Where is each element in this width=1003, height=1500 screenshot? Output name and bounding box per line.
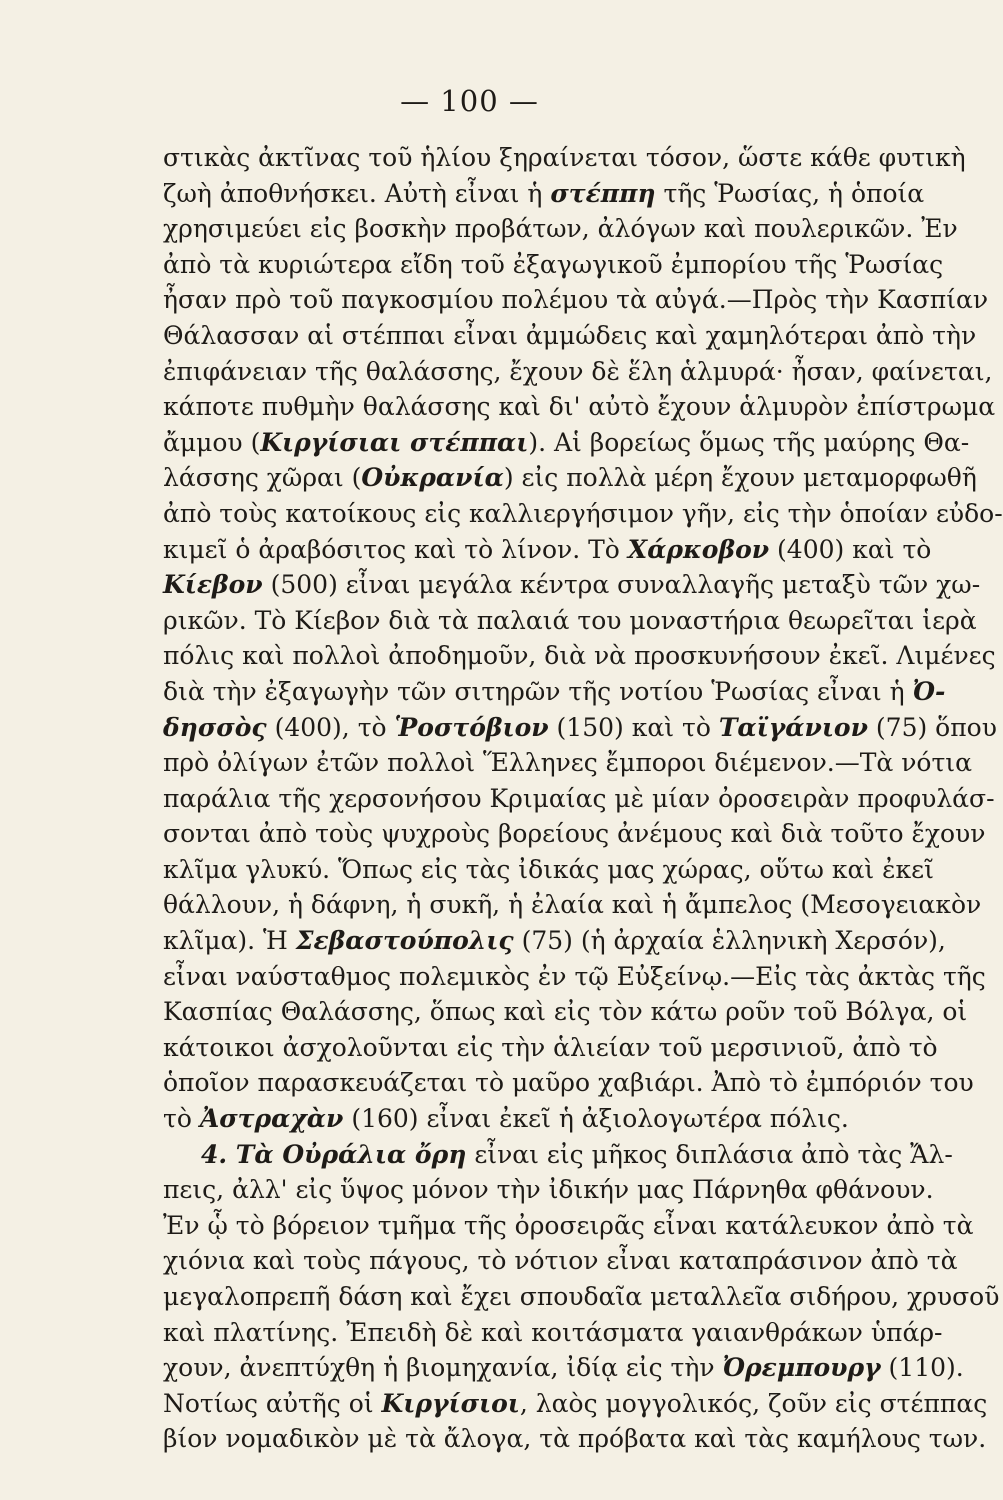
text-line [163,318,977,354]
text-segment: εἶναι ναύσταθμος πολεμικὸς ἐν τῷ Εὐξείνῳ.—Εἰς τὰς ἀκτὰς τῆς [163,961,986,991]
text-segment: ὁποῖον παρασκευάζεται τὸ μαῦρο χαβιάρι. Ἀπὸ τὸ ἐμπόριόν του [163,1068,974,1098]
text-segment: χιόνια καὶ τοὺς πάγους, τὸ νότιον εἶναι καταπράσινον ἀπὸ τὰ [163,1246,958,1276]
text-segment: εἶναι εἰς μῆκος διπλάσια ἀπὸ τὰς Ἄλ- [466,1139,953,1169]
emphasized-term: Ἀστραχὰν [199,1104,344,1134]
text-line [163,354,993,390]
text-segment: ἀπὸ τὰ κυριώτερα εἴδη τοῦ ἐξαγωγικοῦ ἐμπορίου τῆς Ῥωσίας [163,249,944,279]
page-number: — 100 — [400,84,539,118]
text-segment: τῆς Ῥωσίας, ἡ ὁποία [655,178,925,208]
emphasized-term: Ὀ- [912,676,946,706]
text-line [163,1172,934,1208]
text-line [163,1137,953,1173]
text-segment: ἐπιφάνειαν τῆς θαλάσσης, ἔχουν δὲ ἕλη ἁλμυρά· ἦσαν, φαίνεται, [163,356,993,386]
text-segment: κιμεῖ ὁ ἀραβόσιτος καὶ τὸ λίνον. Τὸ [163,534,628,564]
text-line [163,1315,943,1351]
text-line [163,1279,1000,1315]
text-segment: ) εἰς πολλὰ μέρη ἔχουν μεταμορφωθῆ [503,463,977,493]
text-segment: (400) καὶ τὸ [769,534,932,564]
text-segment: (75) ὅπου [867,712,997,742]
text-line [163,674,946,710]
emphasized-term: Κίεβον [163,570,263,600]
text-segment: στικὰς ἀκτῖνας τοῦ ἡλίου ξηραίνεται τόσον, ὥστε κάθε φυτικὴ [163,143,966,172]
text-line [163,994,968,1030]
emphasized-term: Σεβαστούπολις [295,926,514,956]
text-segment: θάλλουν, ἡ δάφνη, ἡ συκῆ, ἡ ἐλαία καὶ ἡ ἄμπελος (Μεσογειακὸν [163,890,982,920]
text-line [163,816,986,852]
text-line [163,282,989,318]
text-segment: χουν, ἀνεπτύχθη ἡ βιομηχανία, ἰδίᾳ εἰς τὴν [163,1353,723,1383]
emphasized-term: Ῥοστόβιον [394,712,549,742]
text-line [163,710,997,746]
emphasized-term: δησσὸς [163,712,267,742]
text-segment: λάσσης χῶραι ( [163,463,362,493]
emphasized-term: Ταϊγάνιον [718,712,868,742]
text-segment: χρησιμεύει εἰς βοσκὴν προβάτων, ἀλόγων καὶ πουλερικῶν. Ἐν [163,214,958,244]
text-segment: (75) (ἡ ἀρχαία ἑλληνικὴ Χερσόν), [513,926,946,956]
text-segment: βίον νομαδικὸν μὲ τὰ ἄλογα, τὰ πρόβατα καὶ τὰς καμήλους των. [163,1424,987,1454]
text-line [163,567,981,603]
text-line [163,532,932,568]
text-line [163,603,977,639]
text-segment: Ἐν ᾧ τὸ βόρειον τμῆμα τῆς ὀροσειρᾶς εἶναι κατάλευκον ἀπὸ τὰ [163,1210,974,1240]
text-segment: πρὸ ὀλίγων ἐτῶν πολλοὶ Ἕλληνες ἔμποροι διέμενον.—Τὰ νότια [163,748,972,778]
text-line [163,638,996,674]
text-segment: Θάλασσαν αἱ στέππαι εἶναι ἀμμώδεις καὶ χαμηλότεραι ἀπὸ τὴν [163,320,977,350]
text-segment: (150) καὶ τὸ [548,712,719,742]
text-segment: , λαὸς μογγολικός, ζοῦν εἰς στέππας [519,1388,988,1418]
text-line [163,745,972,781]
text-line [163,1350,964,1386]
text-segment: ἄμμου ( [163,427,261,457]
text-segment: καὶ πλατίνης. Ἐπειδὴ δὲ καὶ κοιτάσματα γαιανθράκων ὑπάρ- [163,1317,943,1347]
text-line [163,852,934,888]
text-segment: (400), τὸ [266,712,395,742]
text-segment: μεγαλοπρεπῆ δάση καὶ ἔχει σπουδαῖα μεταλλεῖα σιδήρου, χρυσοῦ [163,1282,1000,1311]
text-line [163,211,958,247]
text-line [163,1421,987,1457]
emphasized-term: 4. Τὰ Οὐράλια ὄρη [201,1139,467,1169]
text-segment: πεις, ἀλλ' εἰς ὕψος μόνον τὴν ἰδικήν μας Πάρνηθα φθάνουν. [163,1175,934,1205]
text-line [163,781,995,817]
text-segment: ἀπὸ τοὺς κατοίκους εἰς καλλιεργήσιμον γῆν, εἰς τὴν ὁποίαν εὐδο- [163,498,1003,528]
text-line [163,389,996,425]
text-segment: κάτοικοι ἀσχολοῦνται εἰς τὴν ἁλιείαν τοῦ μερσινιοῦ, ἀπὸ τὸ [163,1032,938,1062]
text-segment: ζωὴ ἀποθνήσκει. Αὐτὴ εἶναι ἡ [163,178,551,208]
text-segment: τὸ [163,1104,200,1134]
text-line [163,1208,974,1244]
emphasized-term: Κιργίσιοι [381,1388,520,1418]
text-segment: ). Αἱ βορείως ὅμως τῆς μαύρης Θα- [528,427,970,457]
text-segment: κλῖμα). Ἡ [163,926,296,956]
text-segment: κλῖμα γλυκύ. Ὅπως εἰς τὰς ἰδικάς μας χώρας, οὕτω καὶ ἐκεῖ [163,854,934,884]
text-line [163,496,1003,532]
text-segment: διὰ τὴν ἐξαγωγὴν τῶν σιτηρῶν τῆς νοτίου Ῥωσίας εἶναι ἡ [163,676,913,706]
text-line [163,959,986,995]
emphasized-term: Κιργίσιαι στέππαι [260,427,529,457]
text-line [163,176,923,212]
text-line [163,1101,923,1137]
text-segment: ρικῶν. Τὸ Κίεβον διὰ τὰ παλαιά του μοναστήρια θεωρεῖται ἱερὰ [163,605,977,635]
text-segment: σονται ἀπὸ τοὺς ψυχροὺς βορείους ἀνέμους καὶ διὰ τοῦτο ἔχουν [163,819,986,849]
text-line [163,425,970,461]
text-segment: (160) εἶναι ἐκεῖ ἡ ἀξιολογωτέρα πόλις. [343,1104,849,1134]
text-segment: κάποτε πυθμὴν θαλάσσης καὶ δι' αὐτὸ ἔχουν ἁλμυρὸν ἐπίστρωμα [163,392,996,422]
emphasized-term: Ὀρεμπουργ [722,1353,881,1383]
text-line [163,460,977,496]
text-line [163,140,966,176]
text-segment: (110). [880,1353,964,1383]
text-line [163,887,982,923]
body-text [163,140,1003,1457]
emphasized-term: στέππη [550,178,656,208]
text-line [163,1065,974,1101]
text-line [163,247,944,283]
text-line [163,923,946,959]
text-segment: Νοτίως αὐτῆς οἱ [163,1388,382,1418]
emphasized-term: Οὐκρανία [361,463,504,493]
text-segment: Κασπίας Θαλάσσης, ὅπως καὶ εἰς τὸν κάτω ροῦν τοῦ Βόλγα, οἱ [163,997,968,1027]
text-segment: ἦσαν πρὸ τοῦ παγκοσμίου πολέμου τὰ αὐγά.—Πρὸς τὴν Κασπίαν [163,285,989,315]
text-segment: παράλια τῆς χερσονήσου Κριμαίας μὲ μίαν ὀροσειρὰν προφυλάσ- [163,783,995,813]
emphasized-term: Χάρκοβον [627,534,770,564]
text-line [163,1243,958,1279]
text-segment: πόλις καὶ πολλοὶ ἀποδημοῦν, διὰ νὰ προσκυνήσουν ἐκεῖ. Λιμένες [163,641,996,671]
text-segment: (500) εἶναι μεγάλα κέντρα συναλλαγῆς μεταξὺ τῶν χω- [262,570,981,600]
text-line [163,1386,988,1422]
text-line [163,1030,938,1066]
